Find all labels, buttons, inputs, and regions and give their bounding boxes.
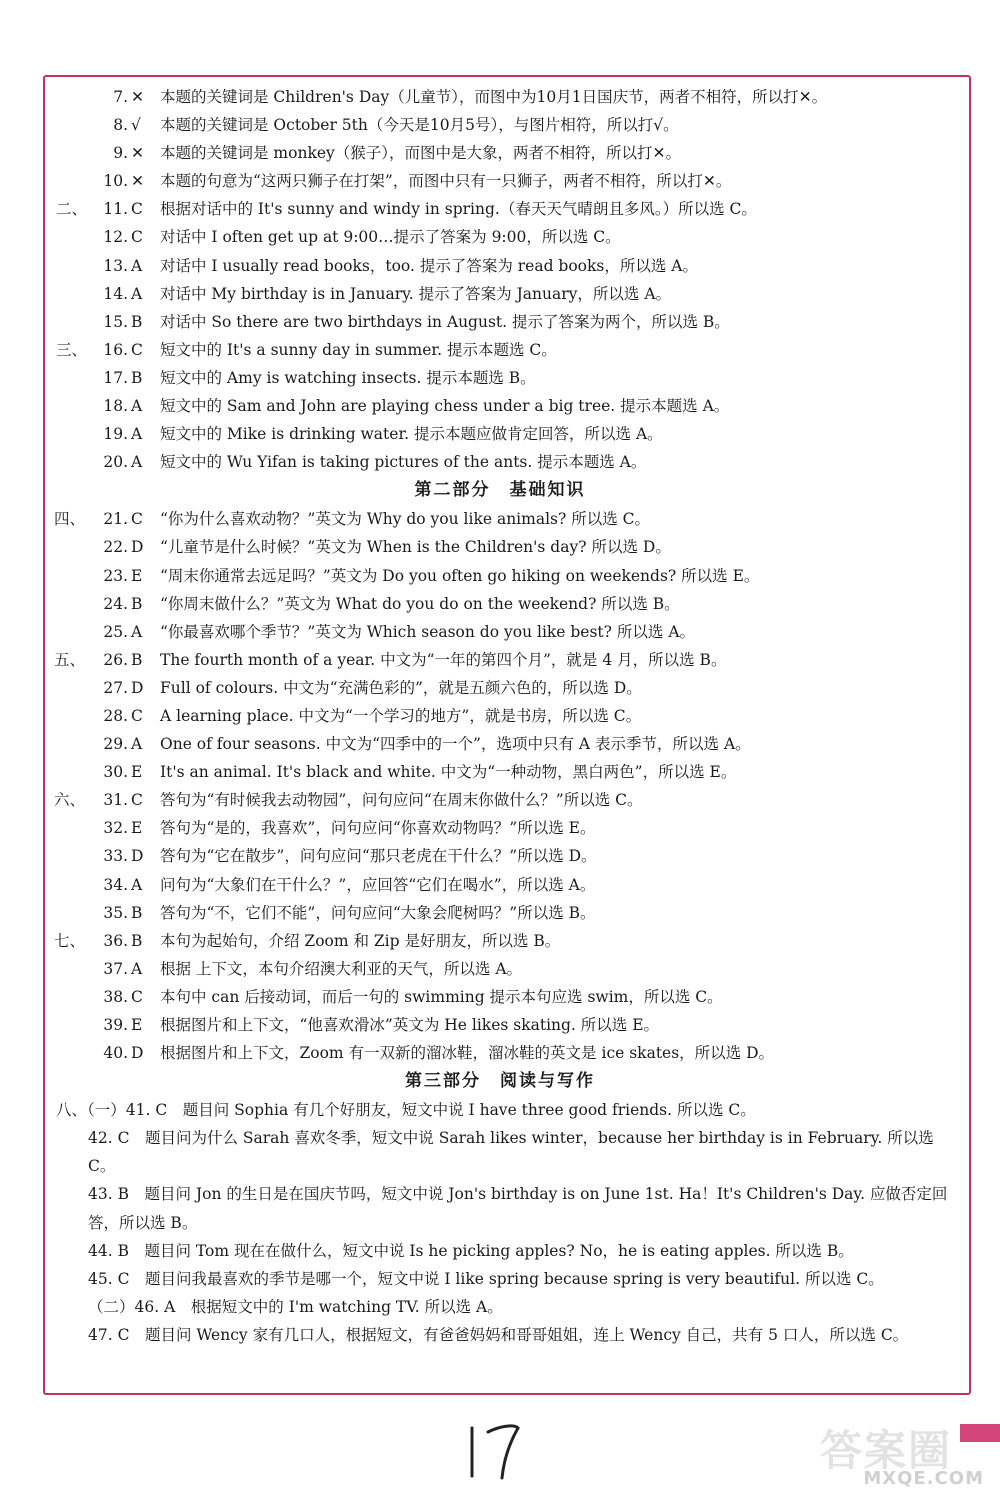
part3-answers <box>0 1096 1000 1349</box>
question-number: 44. B <box>88 1241 129 1260</box>
answer-letter: C <box>131 510 143 529</box>
question-number: 40. <box>103 1044 128 1063</box>
section-label: 四、 <box>54 510 86 529</box>
section-label: 三、 <box>56 340 88 359</box>
answer-letter: A <box>131 425 143 444</box>
answer-letter: A <box>131 959 143 978</box>
question-number: 24. <box>103 594 128 613</box>
explanation: 题目问 Tom 现在在做什么，短文中说 Is he picking apples? No，he is eating apples. 所以选 B。 <box>144 1241 854 1260</box>
question-number: 42. C <box>88 1129 130 1148</box>
explanation: 短文中的 Mike is drinking water. 提示本题应做肯定回答，所以选 A。 <box>160 425 663 444</box>
explanation: Full of colours. 中文为“充满色彩的”，就是五颜六色的，所以选 D。 <box>160 678 642 697</box>
explanation: 根据图片和上下文，Zoom 有一双新的溜冰鞋，溜冰鞋的英文是 ice skates，所以选 D。 <box>160 1044 775 1063</box>
answer-row <box>0 223 1000 251</box>
answer-row <box>0 280 1000 308</box>
answer-letter: C <box>131 987 143 1006</box>
answer-letter: A <box>131 735 143 754</box>
answer-row <box>0 83 1000 111</box>
explanation: 根据短文中的 I'm watching TV. 所以选 A。 <box>190 1297 503 1316</box>
answer-letter: B <box>131 368 143 387</box>
section-label: 六、 <box>54 791 86 810</box>
explanation: 本题的句意为“这两只狮子在打架”，而图中只有一只狮子，两者不相符，所以打✕。 <box>160 172 732 191</box>
question-number: 20. <box>103 453 128 472</box>
answer-row <box>0 1124 1000 1180</box>
explanation: 根据图片和上下文，“他喜欢滑冰”英文为 He likes skating. 所以选 E。 <box>160 1016 660 1034</box>
explanation: 短文中的 Amy is watching insects. 提示本题选 B。 <box>160 368 536 387</box>
answer-letter: B <box>131 931 143 950</box>
question-number: 33. <box>103 847 128 866</box>
answer-letter: E <box>131 763 143 782</box>
answer-row <box>0 420 1000 448</box>
answer-row <box>0 646 1000 674</box>
explanation: 本题的关键词是 monkey（猴子），而图中是大象，两者不相符，所以打✕。 <box>160 144 682 163</box>
explanation: 答句为“它在散步”，问句应问“那只老虎在干什么？”所以选 D。 <box>160 847 597 866</box>
explanation: 短文中的 Wu Yifan is taking pictures of the ants. 提示本题选 A。 <box>160 453 647 472</box>
answer-letter: A <box>131 875 143 894</box>
answer-letter: B <box>131 312 143 331</box>
explanation: 对话中 So there are two birthdays in August. 提示了答案为两个，所以选 B。 <box>160 312 730 331</box>
question-number: 14. <box>103 284 128 303</box>
answer-key <box>0 83 1000 1349</box>
answer-letter: D <box>131 1044 144 1063</box>
page-number-text: 17 <box>458 1420 460 1421</box>
question-number: 43. B <box>88 1185 129 1204</box>
answer-row <box>0 758 1000 786</box>
answer-row <box>0 618 1000 646</box>
explanation: 短文中的 Sam and John are playing chess under a big tree. 提示本题选 A。 <box>160 397 730 416</box>
explanation: “儿童节是什么时候？”英文为 When is the Children's day? 所以选 D。 <box>160 538 671 557</box>
answer-row <box>0 505 1000 533</box>
answer-row <box>0 1039 1000 1067</box>
question-number: 12. <box>103 228 128 247</box>
answer-row <box>0 1096 1000 1124</box>
answer-letter: C <box>131 200 143 219</box>
answer-row <box>0 111 1000 139</box>
answer-row <box>0 786 1000 814</box>
explanation: 答句为“是的，我喜欢”，问句应问“你喜欢动物吗？”所以选 E。 <box>160 819 596 838</box>
answer-row <box>0 1011 1000 1039</box>
question-number: 17. <box>103 368 128 387</box>
question-number: 19. <box>103 425 128 444</box>
question-number: 16. <box>103 340 128 359</box>
answer-letter: B <box>131 903 143 922</box>
explanation: 题目问为什么 Sarah 喜欢冬季，短文中说 Sarah likes winter，because her birthday is in February. 所以选 C。 <box>88 1129 934 1176</box>
question-number: 47. C <box>88 1325 130 1344</box>
answer-letter: A <box>131 256 143 275</box>
question-number: 9. <box>113 144 128 163</box>
question-number: 39. <box>103 1016 128 1034</box>
question-number: 21. <box>103 510 128 529</box>
answer-row <box>0 1180 1000 1236</box>
answer-row <box>0 955 1000 983</box>
question-number: 15. <box>103 312 128 331</box>
question-number: 37. <box>103 959 128 978</box>
explanation: 根据 上下文，本句介绍澳大利亚的天气，所以选 A。 <box>160 959 523 978</box>
question-number: 23. <box>103 566 128 585</box>
question-number: 7. <box>113 88 128 106</box>
answer-letter: D <box>131 538 144 557</box>
question-number: 25. <box>103 622 128 641</box>
explanation: One of four seasons. 中文为“四季中的一个”，选项中只有 A 表示季节，所以选 A。 <box>160 735 751 754</box>
question-number: 45. C <box>88 1269 130 1288</box>
section-label: 七、 <box>54 931 86 950</box>
answer-letter: C <box>131 228 143 247</box>
answer-letter: B <box>131 650 143 669</box>
explanation: 题目问我最喜欢的季节是哪一个，短文中说 I like spring because spring is very beautiful. 所以选 C。 <box>144 1269 884 1288</box>
answer-row <box>0 702 1000 730</box>
part2-answers <box>0 505 1000 1067</box>
answer-row <box>0 533 1000 561</box>
explanation: 题目问 Sophia 有几个好朋友，短文中说 I have three good friends. 所以选 C。 <box>182 1101 756 1120</box>
question-number: （二）46. A <box>88 1297 176 1316</box>
answer-row <box>0 927 1000 955</box>
explanation: 本题的关键词是 October 5th（今天是10月5号），与图片相符，所以打√。 <box>160 116 679 135</box>
answer-row <box>0 448 1000 476</box>
answer-row <box>0 1321 1000 1349</box>
explanation: A learning place. 中文为“一个学习的地方”，就是书房，所以选 C。 <box>160 706 642 725</box>
part2-heading: 第二部分 基础知识 <box>414 480 586 501</box>
explanation: 答句为“有时候我去动物园”，问句应问“在周末你做什么？”所以选 C。 <box>160 791 643 810</box>
answer-letter: E <box>131 1016 143 1034</box>
part3-heading: 第三部分 阅读与写作 <box>405 1071 595 1092</box>
answer-letter: C <box>131 706 143 725</box>
answer-row <box>0 139 1000 167</box>
explanation: 本句中 can 后接动词，而后一句的 swimming 提示本句应选 swim，所以选 C。 <box>160 987 723 1006</box>
explanation: 本句为起始句，介绍 Zoom 和 Zip 是好朋友，所以选 B。 <box>160 931 561 950</box>
answer-letter: ✕ <box>131 88 144 106</box>
question-number: 32. <box>103 819 128 838</box>
question-number: 10. <box>103 172 128 191</box>
answer-row <box>0 1293 1000 1321</box>
explanation: “你周末做什么？”英文为 What do you do on the weekend? 所以选 B。 <box>160 594 680 613</box>
explanation: “你为什么喜欢动物？”英文为 Why do you like animals? 所以选 C。 <box>160 510 651 529</box>
answer-row <box>0 1237 1000 1265</box>
answer-row <box>0 899 1000 927</box>
answer-letter: A <box>131 622 143 641</box>
answer-letter: D <box>131 847 144 866</box>
question-number: 35. <box>103 903 128 922</box>
answer-row <box>0 590 1000 618</box>
answer-letter: ✕ <box>131 172 144 191</box>
explanation: 题目问 Jon 的生日是在国庆节吗，短文中说 Jon's birthday is on June 1st. Ha！It's Children's Day. 应做否定回答，所以选 B。 <box>88 1185 948 1232</box>
question-number: 29. <box>103 735 128 754</box>
explanation: 对话中 I often get up at 9:00…提示了答案为 9:00，所以选 C。 <box>160 228 621 247</box>
answer-row <box>0 252 1000 280</box>
question-number: 36. <box>103 931 128 950</box>
section-label: 二、 <box>56 200 88 219</box>
question-number: 28. <box>103 706 128 725</box>
answer-row <box>0 364 1000 392</box>
explanation: 答句为“不，它们不能”，问句应问“大象会爬树吗？”所以选 B。 <box>160 903 596 922</box>
answer-row <box>0 730 1000 758</box>
answer-letter: B <box>131 594 143 613</box>
page-edge-tab <box>960 1424 1000 1442</box>
answer-letter: D <box>131 678 144 697</box>
explanation: 问句为“大象们在干什么？”，应回答“它们在喝水”，所以选 A。 <box>160 875 596 894</box>
answer-letter: A <box>131 397 143 416</box>
question-number: 30. <box>103 763 128 782</box>
answer-row <box>0 871 1000 899</box>
question-number: 18. <box>103 397 128 416</box>
question-number: 31. <box>103 791 128 810</box>
answer-row <box>0 392 1000 420</box>
question-number: 34. <box>103 875 128 894</box>
explanation: 对话中 My birthday is in January. 提示了答案为 January，所以选 A。 <box>160 284 672 303</box>
answer-row <box>0 983 1000 1011</box>
question-number: 八、（一）41. C <box>56 1101 168 1120</box>
answer-row <box>0 674 1000 702</box>
explanation: “你最喜欢哪个季节？”英文为 Which season do you like best? 所以选 A。 <box>160 622 696 641</box>
answer-row <box>0 1265 1000 1293</box>
answer-row <box>0 336 1000 364</box>
answer-row <box>0 562 1000 590</box>
answer-row <box>0 167 1000 195</box>
explanation: The fourth month of a year. 中文为“一年的第四个月”，就是 4 月，所以选 B。 <box>160 650 727 669</box>
watermark-url: MXQE.COM <box>863 1468 984 1489</box>
answer-letter: A <box>131 284 143 303</box>
answer-letter: A <box>131 453 143 472</box>
explanation: 根据对话中的 It's sunny and windy in spring.（春天天气晴朗且多风。）所以选 C。 <box>160 200 757 219</box>
explanation: 本题的关键词是 Children's Day（儿童节），而图中为10月1日国庆节，两者不相符，所以打✕。 <box>160 88 828 106</box>
answer-row <box>0 814 1000 842</box>
handwritten-page-number <box>458 1420 538 1480</box>
answer-row <box>0 195 1000 223</box>
question-number: 13. <box>103 256 128 275</box>
question-number: 11. <box>103 200 128 219</box>
explanation: 对话中 I usually read books，too. 提示了答案为 read books，所以选 A。 <box>160 256 698 275</box>
watermark-text: 答案圈 <box>819 1426 952 1475</box>
question-number: 8. <box>113 116 128 135</box>
section-label: 五、 <box>54 650 86 669</box>
explanation: 短文中的 It's a sunny day in summer. 提示本题选 C。 <box>160 340 557 359</box>
answer-letter: E <box>131 566 143 585</box>
answer-letter: E <box>131 819 143 838</box>
explanation: It's an animal. It's black and white. 中文为“一种动物，黑白两色”，所以选 E。 <box>160 763 737 782</box>
question-number: 38. <box>103 987 128 1006</box>
question-number: 22. <box>103 538 128 557</box>
answer-row <box>0 308 1000 336</box>
answer-letter: ✕ <box>131 144 144 163</box>
question-number: 27. <box>103 678 128 697</box>
explanation: “周末你通常去远足吗？”英文为 Do you often go hiking on weekends? 所以选 E。 <box>160 566 760 585</box>
answer-letter: C <box>131 791 143 810</box>
part1-answers <box>0 83 1000 476</box>
question-number: 26. <box>103 650 128 669</box>
explanation: 题目问 Wency 家有几口人，根据短文，有爸爸妈妈和哥哥姐姐，连上 Wency 自己，共有 5 口人，所以选 C。 <box>144 1325 909 1344</box>
answer-letter: √ <box>131 116 141 135</box>
answer-letter: C <box>131 340 143 359</box>
answer-row <box>0 842 1000 870</box>
